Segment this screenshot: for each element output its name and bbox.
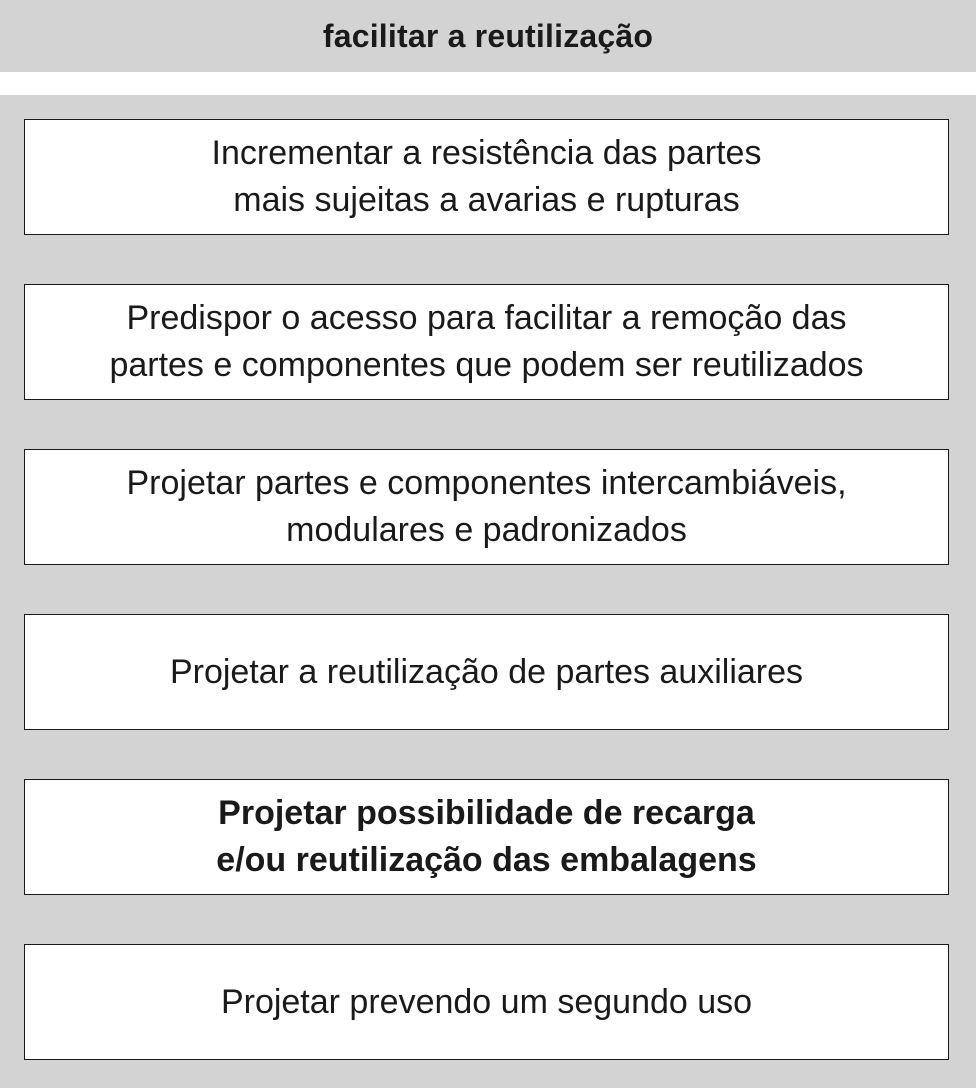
strategy-text-6: Projetar prevendo um segundo uso [220,982,753,1021]
strategy-text-5: Projetar possibilidade de recarga e/ou reutilização das embalagens [216,794,757,879]
strategy-text-4: Projetar a reutilização de partes auxiliares [169,652,804,691]
strategy-box-1 [24,119,949,235]
strategy-text-2: Predispor o acesso para facilitar a remoção das partes e componentes que podem ser reutilizados [109,299,864,384]
strategy-panel [0,95,976,1088]
strategy-box-4 [24,614,949,730]
strategy-box-3 [24,449,949,565]
header-bar [0,0,976,72]
diagram-title: facilitar a reutilização [322,17,654,54]
strategy-text-3: Projetar partes e componentes intercambiáveis, modulares e padronizados [126,464,847,549]
strategy-box-5 [24,779,949,895]
strategy-box-6 [24,944,949,1060]
strategy-box-2 [24,284,949,400]
strategy-text-1: Incrementar a resistência das partes mais sujeitas a avarias e rupturas [211,134,762,219]
